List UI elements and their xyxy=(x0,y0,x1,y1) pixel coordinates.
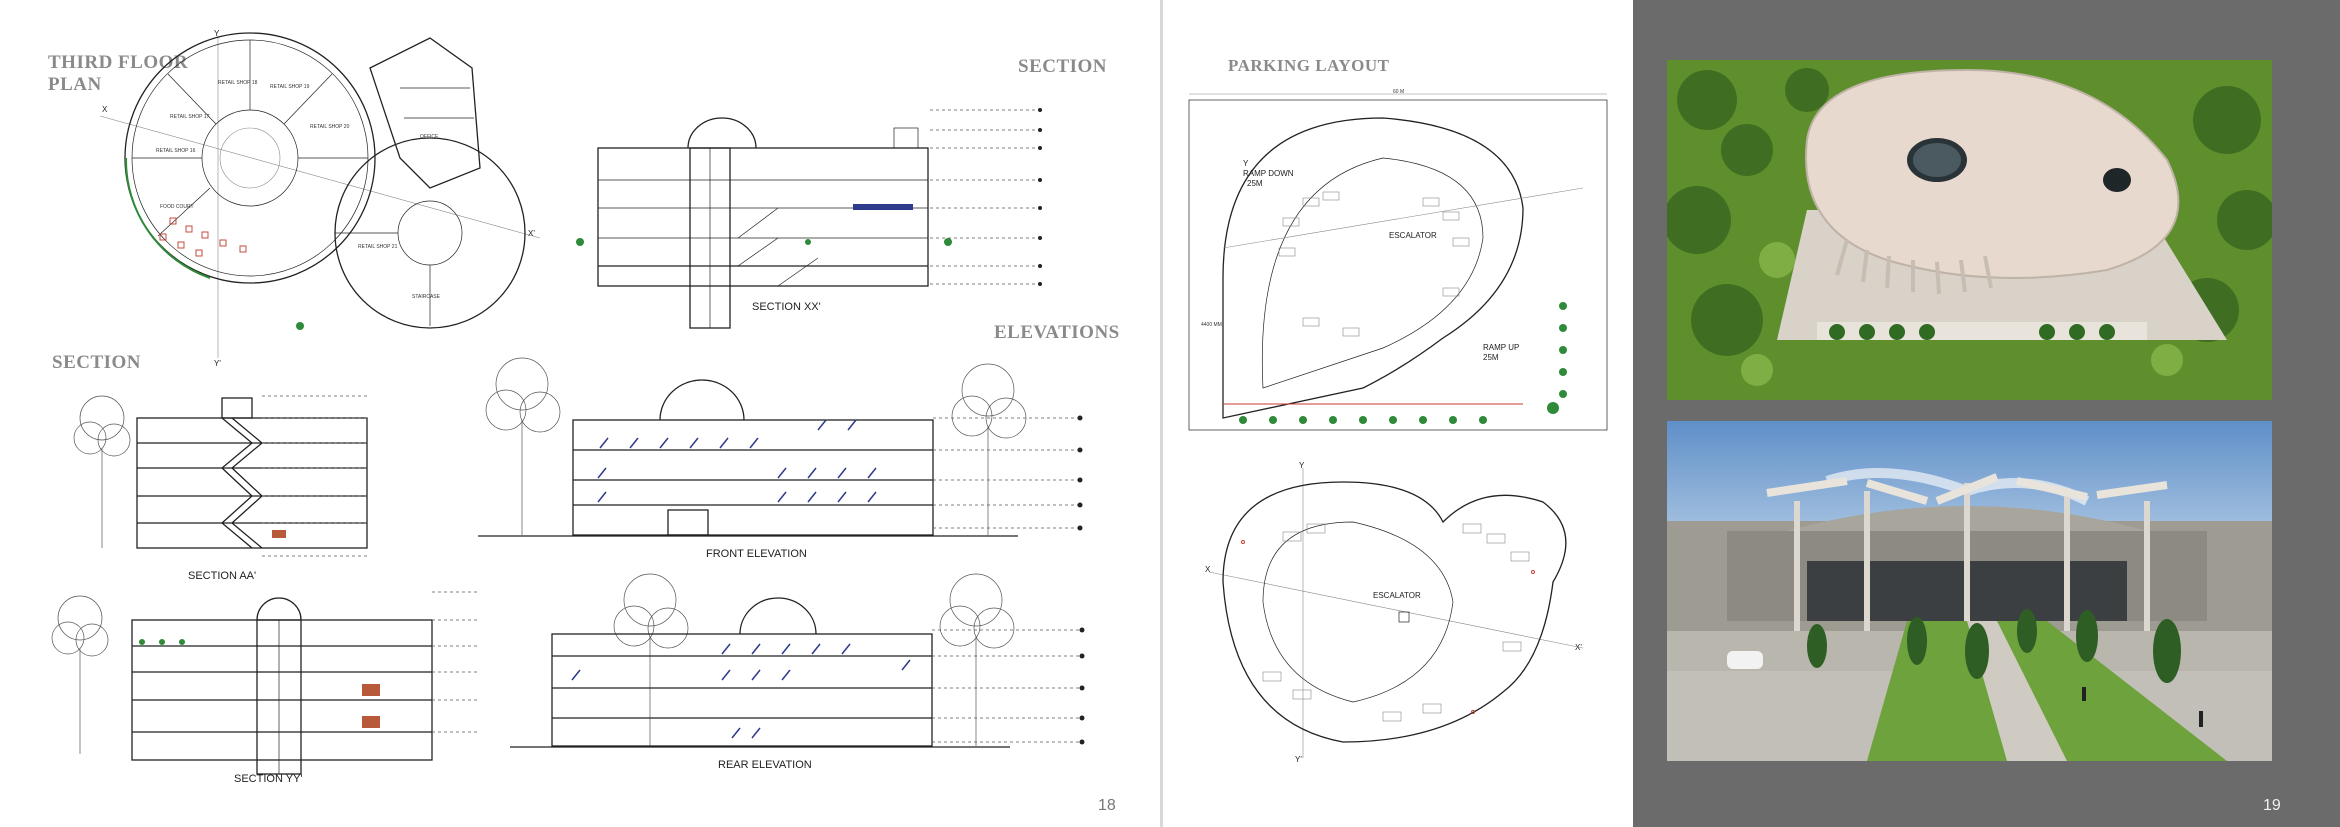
section-yy-caption: SECTION YY' xyxy=(234,773,303,785)
section-top-title: SECTION xyxy=(1018,56,1108,77)
page-number-18: 18 xyxy=(1098,797,1116,814)
front-elevation-caption: FRONT ELEVATION xyxy=(706,548,807,560)
svg-text:RETAIL SHOP 16: RETAIL SHOP 16 xyxy=(156,148,196,154)
section-yy-drawing xyxy=(52,584,482,774)
aerial-render-image xyxy=(1667,60,2272,400)
svg-text:25M: 25M xyxy=(1247,179,1263,188)
svg-text:RETAIL SHOP 18: RETAIL SHOP 18 xyxy=(218,80,258,86)
svg-text:Y: Y xyxy=(1299,461,1305,470)
third-floor-plan-title: THIRD FLOOR PLAN xyxy=(48,52,189,95)
svg-text:RETAIL SHOP 21: RETAIL SHOP 21 xyxy=(358,244,398,250)
dim-top-label: 60 M xyxy=(1393,89,1405,95)
svg-text:Y: Y xyxy=(1243,159,1249,168)
svg-text:RAMP UP: RAMP UP xyxy=(1483,343,1520,352)
section-xx-drawing xyxy=(568,108,1068,308)
svg-text:RETAIL SHOP 20: RETAIL SHOP 20 xyxy=(310,124,350,130)
svg-text:X: X xyxy=(1205,565,1211,574)
svg-text:RETAIL SHOP 19: RETAIL SHOP 19 xyxy=(270,84,310,90)
svg-text:25M: 25M xyxy=(1483,353,1499,362)
svg-text:Y: Y xyxy=(214,29,220,38)
svg-text:RETAIL SHOP 17: RETAIL SHOP 17 xyxy=(170,114,210,120)
svg-text:FOOD COURT: FOOD COURT xyxy=(160,204,194,210)
elevations-title: ELEVATIONS xyxy=(994,322,1120,343)
section-xx-caption: SECTION XX' xyxy=(752,301,821,313)
svg-text:X': X' xyxy=(528,229,535,238)
page-number-19: 19 xyxy=(2263,797,2281,814)
third-floor-plan-drawing xyxy=(100,28,540,368)
svg-text:4400 MM: 4400 MM xyxy=(1201,322,1222,328)
svg-text:ESCALATOR: ESCALATOR xyxy=(1389,231,1437,240)
svg-text:OFFICE: OFFICE xyxy=(420,134,439,140)
section-aa-caption: SECTION AA' xyxy=(188,570,257,582)
perspective-render-image xyxy=(1667,421,2272,761)
parking-plan-lower xyxy=(1203,462,1603,772)
front-elevation-drawing xyxy=(478,350,1118,540)
left-page xyxy=(0,0,1160,827)
svg-text:X': X' xyxy=(1575,643,1582,652)
renders-page xyxy=(1633,0,2340,827)
parking-plan-upper xyxy=(1183,88,1628,438)
rear-elevation-drawing xyxy=(510,560,1120,760)
svg-text:X: X xyxy=(102,105,108,114)
parking-layout-title: PARKING LAYOUT xyxy=(1228,56,1390,75)
rear-elevation-caption: REAR ELEVATION xyxy=(718,759,812,771)
svg-text:Y': Y' xyxy=(1295,755,1302,764)
svg-text:STAIRCASE: STAIRCASE xyxy=(412,294,440,300)
svg-text:ESCALATOR: ESCALATOR xyxy=(1373,591,1421,600)
svg-text:RAMP DOWN: RAMP DOWN xyxy=(1243,169,1294,178)
section-left-title: SECTION xyxy=(52,352,142,373)
svg-text:Y': Y' xyxy=(214,359,221,368)
parking-page xyxy=(1163,0,1633,827)
section-aa-drawing xyxy=(72,388,382,568)
